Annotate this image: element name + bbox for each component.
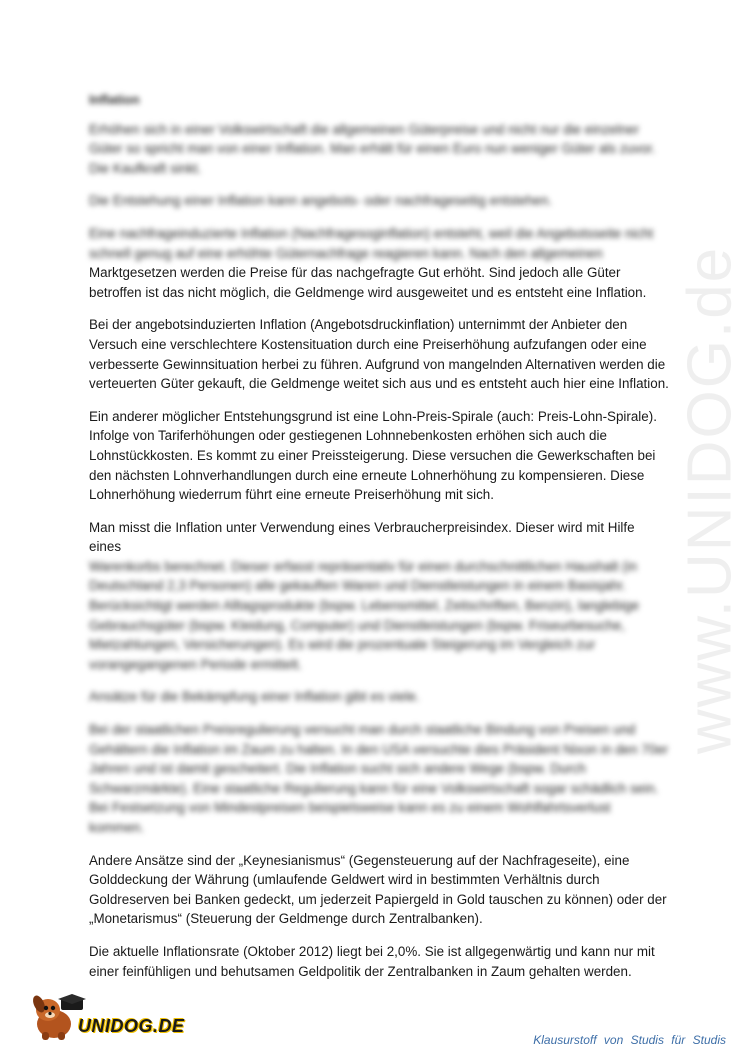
watermark-text: www.UNIDOG.de — [675, 245, 745, 755]
paragraph-8: Bei der staatlichen Preisregulierung versucht man durch staatliche Bindung von Preisen und Gehältern die Inflation im Zaum zu halten. In den USA versuchte dies Präsident Nixon in den 70er Jahren und ist damit gescheitert. Die Inflation sucht sich andere Wege (bspw. Durch Schwarzmärkte). Eine staatliche Regulierung kann für eine Volkswirtschaft sogar schädlich sein. Bei Festsetzung von Mindestpreisen beispielsweise kann es zu einem Wohlfahrtsverlust kommen. — [89, 722, 669, 835]
footer-tagline: Klausurstoff von Studis für Studis — [533, 1033, 726, 1047]
paragraph-4: Bei der angebotsinduzierten Inflation (Angebotsdruckinflation) unternimmt der Anbieter den Versuch eine verschlechtere Kostensituation durch eine Preiserhöhung aufzufangen oder eine verbesserte Gewinnsituation herbei zu führen. Aufgrund von mangelnden Alternativen werden die verteuerten Güter gekauft, die Geldmenge weitet sich aus und es entsteht auch hier eine Inflation. — [89, 317, 669, 392]
paragraph-3-blurred: Eine nachfrageinduzierte Inflation (Nachfragesoginflation) entsteht, weil die Angebotsseite nicht schnell genug auf eine erhöhte Güternachfrage reagieren kann. Nach den allgemeinen — [89, 225, 654, 261]
paragraph-6 — [89, 518, 669, 675]
paragraph-6-clear: Man misst die Inflation unter Verwendung eines Verbraucherpreisindex. Dieser wird mit Hilfe eines — [89, 519, 635, 555]
paragraph-3-clear: Marktgesetzen werden die Preise für das nachgefragte Gut erhöht. Sind jedoch alle Güter betroffen ist das nicht möglich, die Geldmenge wird ausgeweitet und es entsteht eine Inflation. — [89, 265, 647, 300]
paragraph-6-blurred: Warenkorbs berechnet. Dieser erfasst repräsentativ für einen durchschnittlichen Haushalt (in Deutschland 2,3 Personen) alle gekauften Waren und Dienstleistungen in einem Basisjahr. Berücksichtigt werden Alltagsprodukte (bspw. Lebensmittel, Zeitschriften, Benzin), langlebige Gebrauchsgüter (bspw. Kleidung, Computer) und Dienstleistungen (bspw. Friseurbesuche, Mietzahlungen, Versicherungen). Es wird die prozentuale Steigerung im Vergleich zur vorangegangenen Periode ermittelt. — [89, 558, 640, 672]
paragraph-10: Die aktuelle Inflationsrate (Oktober 2012) liegt bei 2,0%. Sie ist allgegenwärtig und kann nur mit einer feinfühligen und behutsamen Geldpolitik der Zentralbanken in Zaum gehalten werden. — [89, 943, 655, 979]
logo-text: UNIDOG.DE — [78, 1016, 185, 1036]
watermark — [675, 245, 745, 755]
paragraph-3 — [89, 224, 669, 302]
paragraph-9: Andere Ansätze sind der „Keynesianismus“ (Gegensteuerung auf der Nachfrageseite), eine Golddeckung der Währung (umlaufende Geldwert wird in bestimmten Verhältnis durch Goldreserven bei Banken gedeckt, um jederzeit Papiergeld in Gold tauschen zu können) oder der „Monetarismus“ (Steuerung der Geldmenge durch Zentralbanken). — [89, 852, 667, 927]
paragraph-2: Die Entstehung einer Inflation kann angebots- oder nachfrageseitig entstehen. — [89, 193, 553, 209]
document-title: Inflation — [89, 92, 140, 107]
document-body — [89, 90, 669, 994]
paragraph-7: Ansätze für die Bekämpfung einer Inflation gibt es viele. — [89, 689, 420, 705]
paragraph-1: Erhöhen sich in einer Volkswirtschaft die allgemeinen Güterpreise und nicht nur die einzelner Güter so spricht man von einer Inflation. Man erhält für einen Euro nun weniger Güter als zuvor. Die Kaufkraft sinkt. — [89, 121, 656, 176]
unidog-logo — [28, 990, 185, 1044]
paragraph-5: Ein anderer möglicher Entstehungsgrund ist eine Lohn-Preis-Spirale (auch: Preis-Lohn-Spirale). Infolge von Tariferhöhungen oder gestiegenen Lohnnebenkosten erhöhen sich auch die Lohnstückkosten. Es kommt zu einer Preissteigerung. Diese versuchen die Gewerkschaften bei den nächsten Lohnverhandlungen durch eine erneute Lohnerhöhung zu kompensieren. Diese Lohnerhöhung wiederrum führt eine erneute Preiserhöhung mit sich. — [89, 408, 657, 503]
